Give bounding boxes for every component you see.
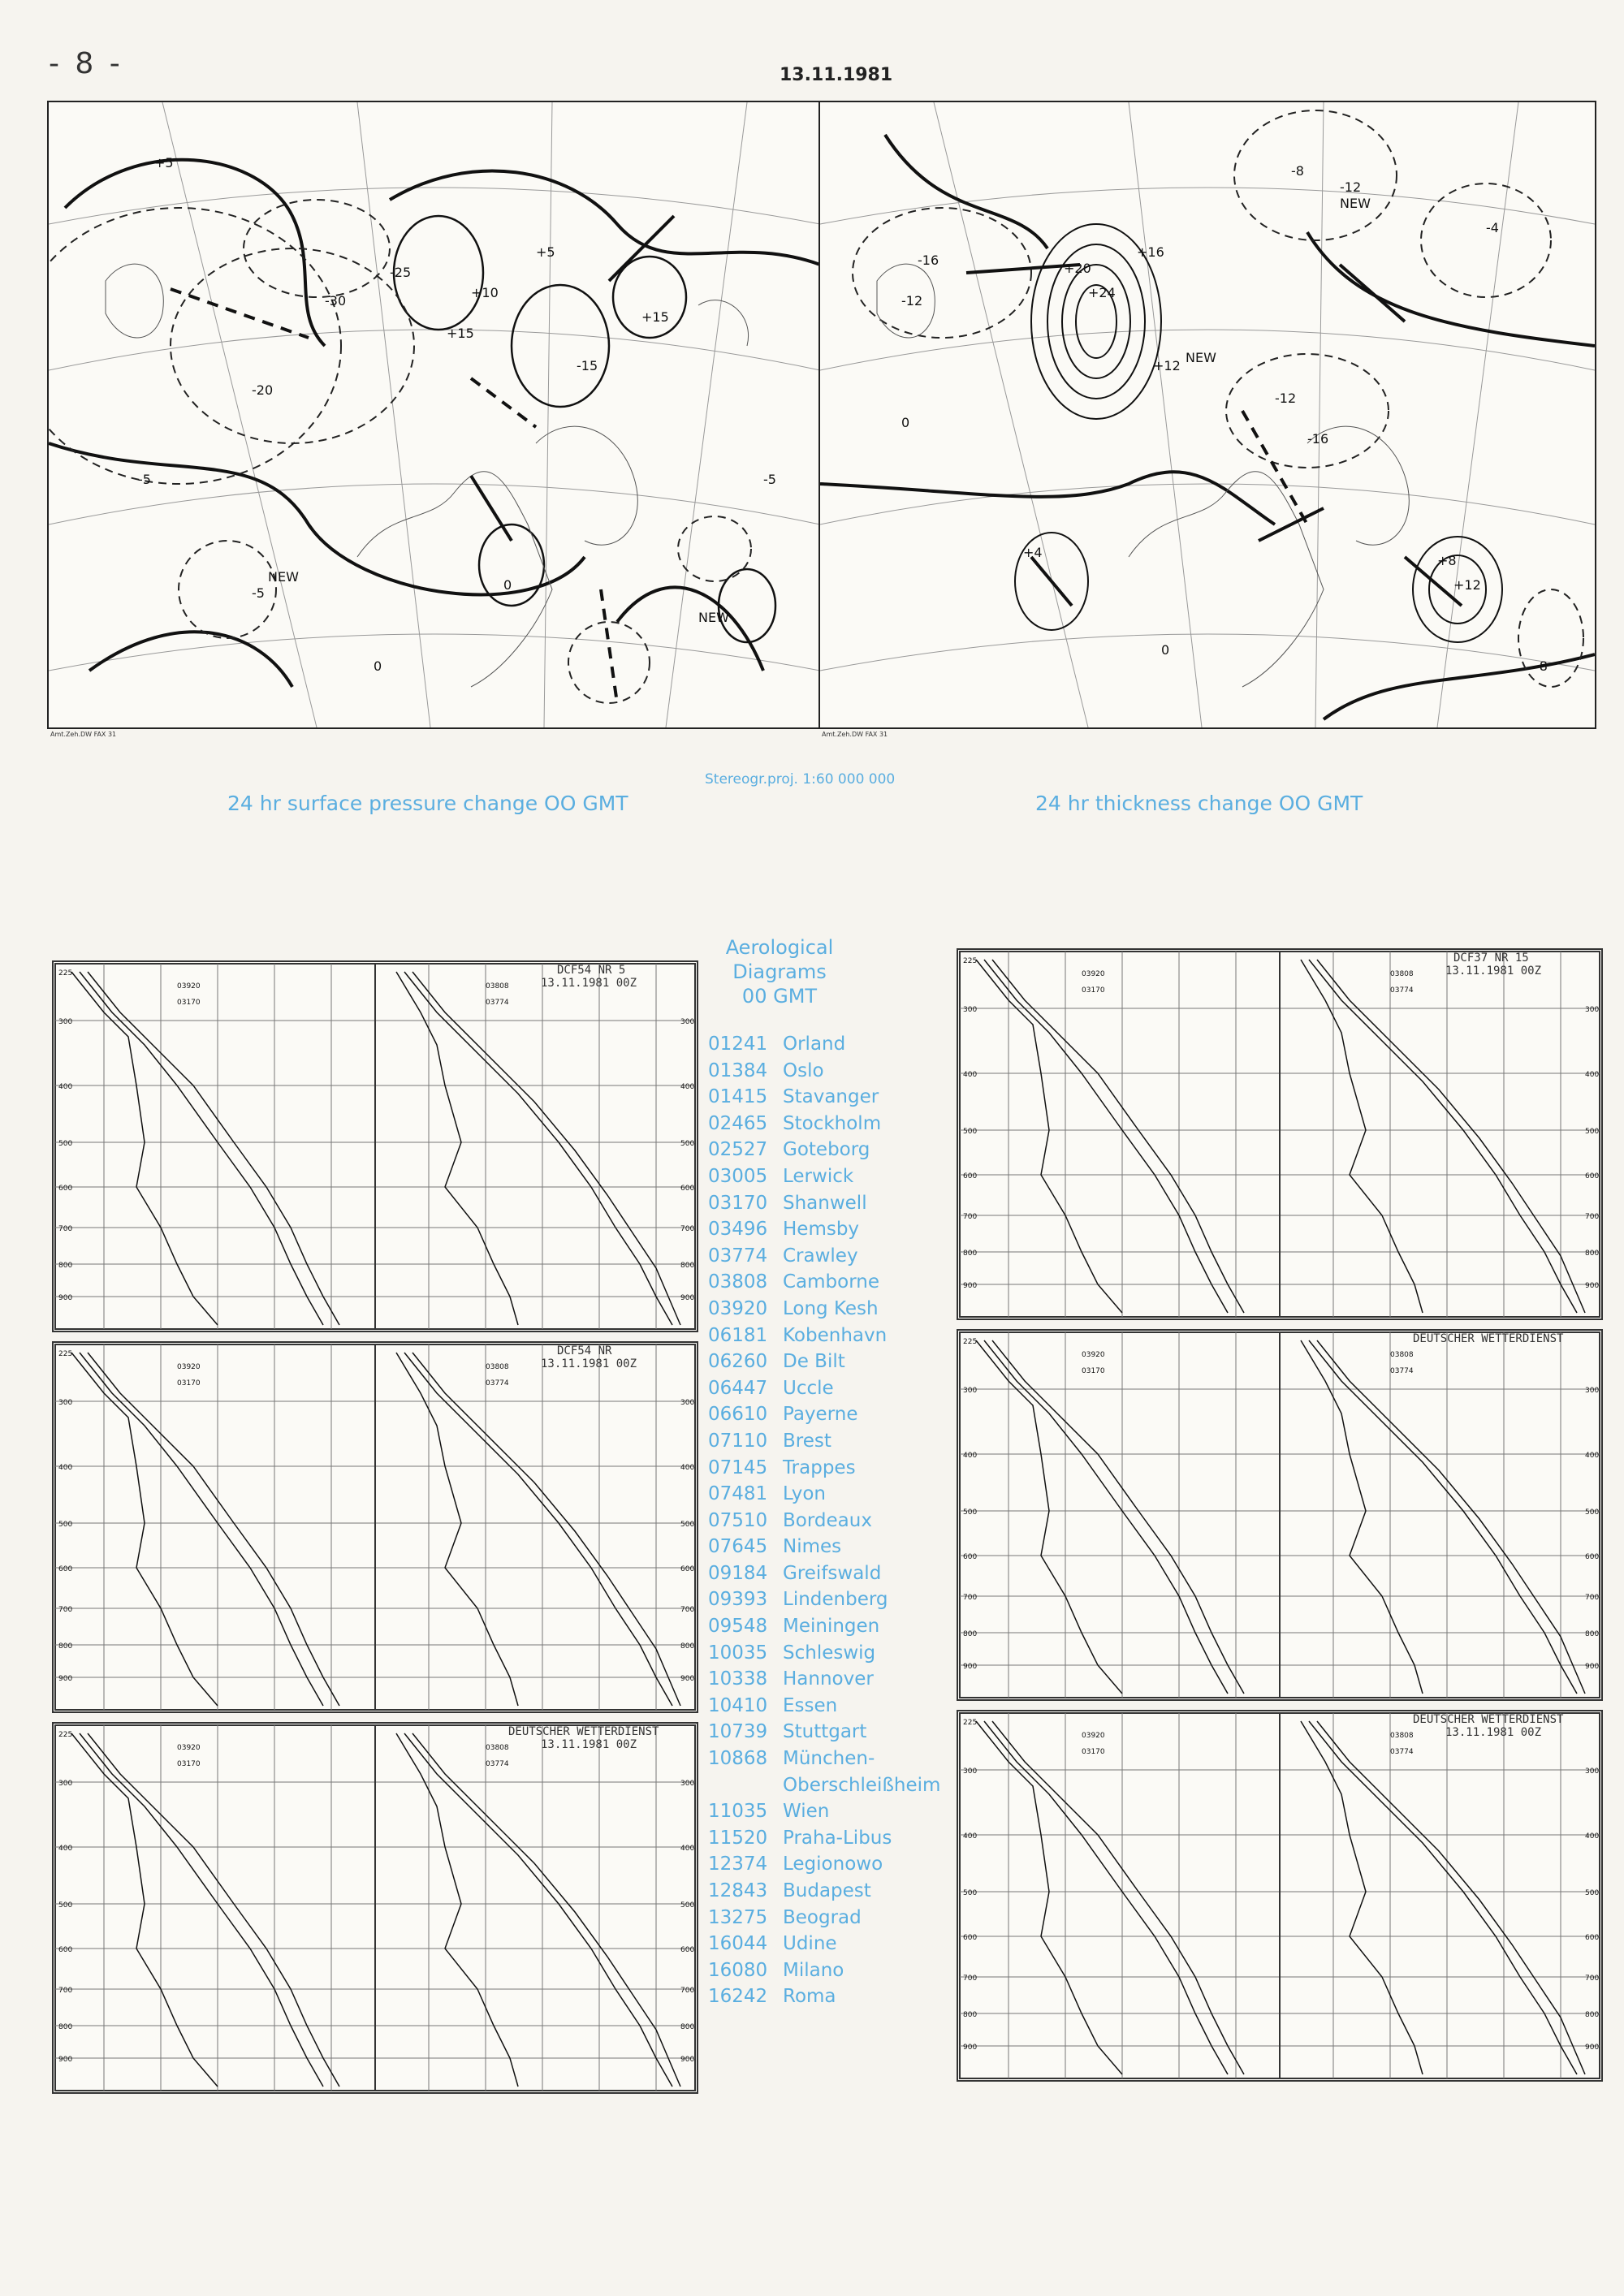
station-name: Goteborg	[783, 1139, 870, 1161]
station-name: Oberschleißheim	[783, 1774, 941, 1796]
station-name: Schleswig	[783, 1642, 876, 1664]
station-row	[708, 1137, 976, 1163]
station-code: 16242	[708, 1986, 768, 2008]
svg-text:-16: -16	[918, 252, 939, 268]
aero-plot-right-top	[958, 950, 1601, 1318]
station-name: Lerwick	[783, 1165, 854, 1187]
svg-text:0: 0	[374, 658, 382, 674]
aero-plot-left-top	[54, 962, 697, 1331]
station-row	[708, 1983, 976, 2010]
svg-text:-4: -4	[1486, 220, 1499, 235]
station-name: Stavanger	[783, 1086, 879, 1108]
station-row	[708, 1243, 976, 1270]
station-row	[708, 1905, 976, 1931]
station-row	[708, 1772, 976, 1799]
aerological-diagram-left-top	[52, 960, 698, 1332]
station-name: Trappes	[783, 1457, 856, 1478]
diagram-header: DCF37 NR 15	[1453, 952, 1529, 965]
station-name: Stuttgart	[783, 1721, 867, 1743]
station-row	[708, 1508, 976, 1534]
svg-text:+16: +16	[1137, 244, 1164, 260]
station-code: 07145	[708, 1457, 768, 1478]
diagram-date: 13.11.1981 00Z	[1445, 965, 1542, 978]
station-name: Uccle	[783, 1377, 834, 1399]
station-name: Udine	[783, 1933, 837, 1955]
station-name: Wien	[783, 1801, 830, 1823]
station-name: Milano	[783, 1959, 844, 1981]
station-name: Long Kesh	[783, 1297, 879, 1319]
station-name: Praha-Libus	[783, 1827, 892, 1849]
station-name: München-	[783, 1748, 875, 1770]
aerological-diagram-right-top	[957, 948, 1603, 1320]
diagram-header: DEUTSCHER WETTERDIENST	[508, 1725, 659, 1738]
station-name: Orland	[783, 1034, 846, 1055]
station-list	[708, 1031, 976, 2010]
svg-text:NEW: NEW	[1186, 350, 1216, 365]
aerological-title	[706, 935, 853, 1008]
station-code: 12843	[708, 1880, 768, 1901]
aerological-title-line3: 00 GMT	[741, 985, 818, 1008]
station-row	[708, 1401, 976, 1428]
station-name: Hemsby	[783, 1219, 860, 1241]
svg-text:-5: -5	[763, 472, 776, 487]
station-name: De Bilt	[783, 1351, 845, 1373]
svg-text:-12: -12	[901, 293, 923, 309]
svg-text:0: 0	[1161, 642, 1170, 658]
station-code: 06260	[708, 1351, 768, 1373]
station-row	[708, 1375, 976, 1402]
svg-text:+10: +10	[471, 285, 499, 300]
station-code: 10410	[708, 1694, 768, 1716]
page-number: - 8 -	[49, 47, 123, 80]
station-name: Lyon	[783, 1483, 826, 1505]
station-row	[708, 1058, 976, 1085]
station-name: Meiningen	[783, 1616, 880, 1638]
diagram-date: 13.11.1981 00Z	[541, 977, 637, 990]
svg-text:0: 0	[901, 415, 910, 430]
station-code: 16080	[708, 1959, 768, 1981]
station-name: Roma	[783, 1986, 836, 2008]
svg-text:-5: -5	[138, 472, 151, 487]
station-code: 13275	[708, 1906, 768, 1928]
station-row	[708, 1481, 976, 1508]
station-code: 06447	[708, 1377, 768, 1399]
station-row	[708, 1190, 976, 1217]
svg-text:+4: +4	[1023, 545, 1043, 560]
station-row	[708, 1640, 976, 1667]
diagram-date: 13.11.1981 00Z	[1445, 1726, 1542, 1739]
station-name: Crawley	[783, 1245, 858, 1267]
svg-text:-12: -12	[1275, 391, 1297, 406]
diagram-date: 13.11.1981 00Z	[541, 1357, 637, 1370]
station-code: 10868	[708, 1748, 768, 1770]
aerological-title-line1: Aerological	[725, 936, 834, 959]
aero-plot-right-middle	[958, 1331, 1601, 1699]
station-code: 16044	[708, 1933, 768, 1955]
station-row	[708, 1428, 976, 1455]
station-row	[708, 1455, 976, 1482]
svg-text:-5: -5	[252, 585, 265, 601]
aerological-diagram-left-bottom	[52, 1722, 698, 2094]
station-row	[708, 1534, 976, 1560]
aero-plot-right-bottom	[958, 1711, 1601, 2080]
station-code: 07110	[708, 1430, 768, 1452]
station-row	[708, 1296, 976, 1323]
station-name: Shanwell	[783, 1192, 867, 1214]
aerological-diagram-left-middle	[52, 1341, 698, 1713]
station-name: Legionowo	[783, 1854, 883, 1875]
station-code: 10035	[708, 1642, 768, 1664]
station-row	[708, 1957, 976, 1984]
station-code: 09184	[708, 1562, 768, 1584]
diagram-header: DCF54 NR	[557, 1344, 612, 1357]
station-code: 10739	[708, 1721, 768, 1743]
station-code: 03774	[708, 1245, 768, 1267]
aero-plot-left-middle	[54, 1343, 697, 1711]
station-row	[708, 1719, 976, 1746]
station-row	[708, 1269, 976, 1296]
station-code: 01384	[708, 1060, 768, 1081]
diagram-header: DCF54 NR 5	[557, 964, 626, 977]
svg-text:-8: -8	[1291, 163, 1304, 179]
station-name: Bordeaux	[783, 1509, 872, 1531]
diagram-header: DEUTSCHER WETTERDIENST	[1413, 1713, 1564, 1726]
station-code: 06610	[708, 1404, 768, 1426]
station-name: Camborne	[783, 1271, 880, 1293]
station-name: Budapest	[783, 1880, 871, 1901]
station-code: 02527	[708, 1139, 768, 1161]
station-row	[708, 1111, 976, 1137]
aerological-diagram-right-bottom	[957, 1710, 1603, 2082]
station-code: 11520	[708, 1827, 768, 1849]
svg-text:NEW: NEW	[268, 569, 299, 585]
station-code: 12374	[708, 1854, 768, 1875]
svg-text:+5: +5	[536, 244, 555, 260]
station-row	[708, 1216, 976, 1243]
station-code: 03005	[708, 1165, 768, 1187]
svg-text:+8: +8	[1437, 553, 1457, 568]
station-row	[708, 1746, 976, 1772]
right-map-footer: Amt.Zeh.DW FAX 31	[822, 731, 888, 738]
thickness-map-drawing	[820, 102, 1595, 727]
svg-text:-8: -8	[1535, 658, 1548, 674]
station-code: 09548	[708, 1616, 768, 1638]
svg-text:+24: +24	[1088, 285, 1116, 300]
svg-text:-25: -25	[390, 265, 412, 280]
diagram-date: 13.11.1981 00Z	[541, 1738, 637, 1751]
pressure-map-drawing	[49, 102, 820, 727]
station-code: 09393	[708, 1589, 768, 1611]
thickness-map-caption: 24 hr thickness change OO GMT	[1035, 792, 1363, 815]
aero-plot-left-bottom	[54, 1724, 697, 2092]
station-name: Kobenhavn	[783, 1324, 888, 1346]
station-name: Essen	[783, 1694, 838, 1716]
thickness-change-map	[818, 101, 1596, 729]
svg-text:+12: +12	[1153, 358, 1181, 373]
station-row	[708, 1084, 976, 1111]
svg-text:NEW: NEW	[698, 610, 729, 625]
station-code	[708, 1772, 783, 1799]
station-row	[708, 1878, 976, 1905]
station-code: 10338	[708, 1668, 768, 1690]
station-code: 03920	[708, 1297, 768, 1319]
station-row	[708, 1560, 976, 1587]
station-code: 01241	[708, 1034, 768, 1055]
svg-text:0: 0	[503, 577, 512, 593]
station-row	[708, 1323, 976, 1349]
station-name: Greifswald	[783, 1562, 882, 1584]
station-code: 01415	[708, 1086, 768, 1108]
svg-text:+20: +20	[1064, 261, 1091, 276]
station-row	[708, 1163, 976, 1190]
projection-note: Stereogr.proj. 1:60 000 000	[705, 771, 896, 788]
station-name: Nimes	[783, 1536, 842, 1558]
station-code: 02465	[708, 1112, 768, 1134]
station-code: 03170	[708, 1192, 768, 1214]
svg-text:-30: -30	[325, 293, 347, 309]
svg-text:+5: +5	[154, 155, 174, 170]
station-code: 07510	[708, 1509, 768, 1531]
svg-text:-12: -12	[1340, 179, 1362, 195]
station-name: Beograd	[783, 1906, 862, 1928]
station-row	[708, 1586, 976, 1613]
svg-text:+15: +15	[641, 309, 669, 325]
svg-text:-16: -16	[1307, 431, 1329, 447]
svg-text:-15: -15	[577, 358, 598, 373]
station-row	[708, 1349, 976, 1375]
station-code: 07645	[708, 1536, 768, 1558]
station-name: Brest	[783, 1430, 831, 1452]
station-code: 11035	[708, 1801, 768, 1823]
station-name: Lindenberg	[783, 1589, 888, 1611]
page-date: 13.11.1981	[780, 65, 893, 85]
svg-text:NEW: NEW	[1340, 196, 1371, 211]
left-map-footer: Amt.Zeh.DW FAX 31	[50, 731, 117, 738]
station-code: 03808	[708, 1271, 768, 1293]
diagram-header: DEUTSCHER WETTERDIENST	[1413, 1332, 1564, 1345]
station-row	[708, 1851, 976, 1878]
aerological-title-line2: Diagrams	[732, 960, 827, 983]
station-name: Hannover	[783, 1668, 874, 1690]
surface-pressure-change-map	[47, 101, 822, 729]
station-row	[708, 1931, 976, 1957]
station-name: Payerne	[783, 1404, 858, 1426]
station-row	[708, 1693, 976, 1720]
station-row	[708, 1798, 976, 1825]
station-row	[708, 1613, 976, 1640]
pressure-map-caption: 24 hr surface pressure change OO GMT	[227, 792, 628, 815]
station-row	[708, 1666, 976, 1693]
station-code: 06181	[708, 1324, 768, 1346]
station-row	[708, 1031, 976, 1058]
station-code: 07481	[708, 1483, 768, 1505]
station-code: 03496	[708, 1219, 768, 1241]
svg-text:+12: +12	[1453, 577, 1481, 593]
svg-text:-20: -20	[252, 382, 274, 398]
aerological-diagram-right-middle	[957, 1329, 1603, 1701]
svg-text:+15: +15	[447, 326, 474, 341]
station-row	[708, 1825, 976, 1852]
station-name: Stockholm	[783, 1112, 882, 1134]
station-name: Oslo	[783, 1060, 824, 1081]
